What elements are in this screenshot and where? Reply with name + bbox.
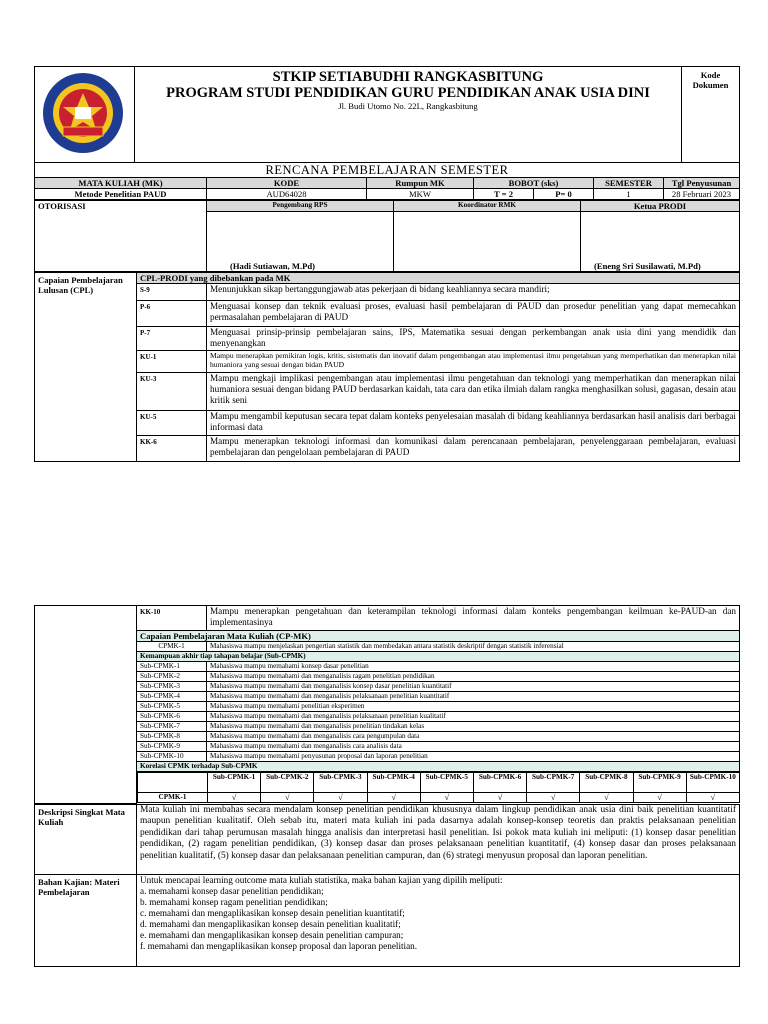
- check-icon: √: [580, 793, 633, 803]
- sub-cpmk-code: Sub-CPMK-4: [137, 692, 207, 702]
- korelasi-row-label: CPMK-1: [138, 793, 208, 803]
- korelasi-corner: [138, 773, 208, 793]
- bahan-item: d. memahami dan mengaplikasikan konsep desain penelitian kualitatif;: [140, 918, 401, 929]
- bahan-label: Bahan Kajian: Materi Pembelajaran: [35, 874, 137, 966]
- header-titles: [135, 67, 682, 163]
- bahan-item: e. memahami dan mengaplikasikan konsep desain penelitian campuran;: [140, 929, 404, 940]
- sub-cpmk-text: Mahasiswa mampu memahami dan menganalisis cara pengumpulan data: [207, 732, 740, 742]
- col-rumpun: Rumpun MK: [367, 178, 474, 189]
- deskripsi-text: Mata kuliah ini membahas secara mendalam konsep penelitian pendidikan khususnya dalam lingkup pendidikan anak usia dini baik penelitian kuantitatif maupun penelitian kualitatif. Oleh sebab itu, materi mata kuliah ini pada dasarnya adalah konsep-konsep teoretis dan praktis pelaksanaan penelitian pendidikan dari tahap perumusan masalah hingga analisis dan interpretasi hasil penelitian. Isi pokok mata kuliah ini meliputi: (1) konsep dasar penelitian pendidikan, (2) ragam penelitian pendidikan, (3) konsep dasar dan proses pelaksanaan penelitian kuantitatif, (4) konsep dasar dan proses pelaksanaan penelitian kualitatif, (5) konsep dasar dan pelaksanaan penelitian campuran, dan (6) strategi menyusun proposal dan laporan penelitian.: [137, 804, 740, 874]
- check-icon: √: [314, 793, 367, 803]
- check-icon: √: [208, 793, 261, 803]
- sub-cpmk-text: Mahasiswa mampu memahami penyusunan proposal dan laporan penelitian: [207, 752, 740, 762]
- ketua-name: (Eneng Sri Susilawati, M.Pd): [594, 261, 701, 271]
- bahan-item: f. memahami dan mengaplikasikan konsep proposal dan laporan penelitian.: [140, 940, 418, 951]
- cpl-text: Mampu mengkaji implikasi pengembangan atau implementasi ilmu pengetahuan dan teknologi yang memperhatikan dan menerapkan nilai humaniora sesuai dengan bidang PAUD berdasarkan kaidah, tata cara dan etika ilmiah dalam rangka menghasilkan solusi, gagasan, desain atau kritik seni: [207, 373, 740, 411]
- kk10-code: KK-10: [137, 606, 207, 631]
- bobot-t: T = 2: [474, 189, 534, 200]
- bahan-item: a. memahami konsep dasar penelitian pendidikan;: [140, 885, 324, 896]
- cpl-code: KU-3: [137, 373, 207, 411]
- pengembang-label: Pengembang RPS: [207, 201, 394, 212]
- sub-cpmk-code: Sub-CPMK-1: [137, 662, 207, 672]
- cpl-table: [34, 272, 740, 462]
- pengembang-signature: [207, 212, 394, 272]
- cpl-text: Menguasai prinsip-prinsip pembelajaran sains, IPS, Matematika sesuai dengan perkembangan anak usia dini yang mendidik dan menyenangkan: [207, 327, 740, 351]
- check-icon: √: [473, 793, 526, 803]
- koordinator-signature: [394, 212, 581, 272]
- sub-cpmk-text: Mahasiswa mampu memahami dan menganalisis penelitian tindakan kelas: [207, 722, 740, 732]
- rps-page-1: [34, 66, 739, 462]
- cpl-code: KU-1: [137, 351, 207, 373]
- doc-code-label: Kode Dokumen: [682, 67, 740, 163]
- korelasi-col: Sub-CPMK-3: [314, 773, 367, 793]
- sub-cpmk-code: Sub-CPMK-5: [137, 702, 207, 712]
- deskripsi-table: [34, 804, 740, 967]
- korelasi-col: Sub-CPMK-8: [580, 773, 633, 793]
- institution-name: STKIP SETIABUDHI RANGKASBITUNG: [272, 69, 544, 85]
- korelasi-col: Sub-CPMK-2: [261, 773, 314, 793]
- korelasi-header: Korelasi CPMK terhadap Sub-CPMK: [137, 762, 740, 772]
- cpl-text: Menunjukkan sikap bertanggungjawab atas pekerjaan di bidang keahliannya secara mandiri;: [207, 284, 740, 301]
- korelasi-col: Sub-CPMK-6: [473, 773, 526, 793]
- sub-cpmk-text: Mahasiswa mampu memahami dan menganalisis pelaksanaan penelitian kualitatif: [207, 712, 740, 722]
- stkip-logo-icon: [35, 67, 131, 157]
- korelasi-col: Sub-CPMK-7: [527, 773, 580, 793]
- header-table: [34, 66, 740, 177]
- cpmk-code: CPMK-1: [137, 642, 207, 652]
- sub-cpmk-text: Mahasiswa mampu memahami konsep dasar penelitian: [207, 662, 740, 672]
- cpl-code: P-6: [137, 301, 207, 327]
- bahan-item: b. memahami konsep ragam penelitian pendidikan;: [140, 896, 328, 907]
- sub-cpmk-code: Sub-CPMK-6: [137, 712, 207, 722]
- bahan-content: [137, 874, 740, 966]
- kk10-text: Mampu menerapkan pengetahuan dan keterampilan teknologi informasi dalam konteks pengembangan keilmuan ke-PAUD-an dan implementasinya: [207, 606, 740, 631]
- korelasi-table: [137, 772, 740, 803]
- col-mata-kuliah: MATA KULIAH (MK): [35, 178, 207, 189]
- course-rumpun: MKW: [367, 189, 474, 200]
- korelasi-col: Sub-CPMK-10: [686, 773, 739, 793]
- cpl-text: Menguasai konsep dan teknik evaluasi proses, evaluasi hasil pembelajaran di PAUD dan prosedur penelitian yang dapat memecahkan permasalahan pembelajaran di PAUD: [207, 301, 740, 327]
- cpmk-header: Capaian Pembelajaran Mata Kuliah (CP-MK): [137, 631, 740, 642]
- rps-page-2: [34, 605, 739, 967]
- cpl-subheader: CPL-PRODI yang dibebankan pada MK: [137, 273, 740, 284]
- bahan-intro: Untuk mencapai learning outcome mata kuliah statistika, maka bahan kajian yang dipilih meliputi:: [140, 874, 503, 885]
- cpl-text: Mampu menerapkan pemikiran logis, kritis, sistematis dan inovatif dalam pengembangan atau implementasi ilmu pengetahuan yang memperhatikan dan menerapkan nilai humaniora yang sesuai dengan bidan PAUD: [207, 351, 740, 373]
- check-icon: √: [686, 793, 739, 803]
- korelasi-col: Sub-CPMK-9: [633, 773, 686, 793]
- sub-cpmk-text: Mahasiswa mampu memahami dan menganalisis pelaksanaan penelitian kuantitatif: [207, 692, 740, 702]
- korelasi-col: Sub-CPMK-4: [367, 773, 420, 793]
- sub-cpmk-text: Mahasiswa mampu memahami dan menganalisis cara analisis data: [207, 742, 740, 752]
- sub-cpmk-code: Sub-CPMK-2: [137, 672, 207, 682]
- cpl-continuation-table: [34, 605, 740, 804]
- cpmk-text: Mahasiswa mampu menjelaskan pengertian statistik dan membedakan antara statistik deskriptif dengan statistik inferensial: [207, 642, 740, 652]
- cpl-code: P-7: [137, 327, 207, 351]
- col-semester: SEMESTER: [594, 178, 664, 189]
- col-bobot: BOBOT (sks): [474, 178, 594, 189]
- sub-cpmk-code: Sub-CPMK-10: [137, 752, 207, 762]
- korelasi-wrapper: [137, 772, 740, 804]
- course-code: AUD64028: [207, 189, 367, 200]
- doc-title: RENCANA PEMBELAJARAN SEMESTER: [35, 163, 740, 178]
- program-name: PROGRAM STUDI PENDIDIKAN GURU PENDIDIKAN ANAK USIA DINI: [166, 85, 650, 101]
- pengembang-name: (Hadi Sutiawan, M.Pd): [230, 261, 315, 271]
- koordinator-label: Koordinator RMK: [394, 201, 581, 212]
- cpl-text: Mampu mengambil keputusan secara tepat dalam konteks penyelesaian masalah di bidang keahliannya berdasarkan hasil analisis dari berbagai informasi data: [207, 411, 740, 436]
- otorisasi-label: OTORISASI: [35, 201, 207, 272]
- cpl-code: KK-6: [137, 436, 207, 462]
- course-name: Metode Penelitian PAUD: [35, 189, 207, 200]
- korelasi-col: Sub-CPMK-5: [420, 773, 473, 793]
- check-icon: √: [527, 793, 580, 803]
- sub-cpmk-code: Sub-CPMK-9: [137, 742, 207, 752]
- sub-cpmk-text: Mahasiswa mampu memahami dan menganalisis konsep dasar penelitian kuantitatif: [207, 682, 740, 692]
- course-date: 28 Februari 2023: [664, 189, 740, 200]
- check-icon: √: [261, 793, 314, 803]
- cpl-code: S-9: [137, 284, 207, 301]
- logo-cell: [35, 67, 135, 163]
- check-icon: √: [367, 793, 420, 803]
- institution-address: Jl. Budi Utomo No. 22L, Rangkasbitung: [338, 101, 478, 111]
- check-icon: √: [420, 793, 473, 803]
- cpl-label: Capaian Pembelajaran Lulusan (CPL): [35, 273, 137, 462]
- cpl-code: KU-5: [137, 411, 207, 436]
- col-tgl: Tgl Penyusunan: [664, 178, 740, 189]
- ketua-label: Ketua PRODI: [581, 201, 740, 212]
- sub-cpmk-code: Sub-CPMK-3: [137, 682, 207, 692]
- col-kode: KODE: [207, 178, 367, 189]
- sub-cpmk-text: Mahasiswa mampu memahami dan menganalisis ragam penelitian pendidikan: [207, 672, 740, 682]
- course-table: [34, 177, 740, 200]
- check-icon: √: [633, 793, 686, 803]
- korelasi-col: Sub-CPMK-1: [208, 773, 261, 793]
- sub-cpmk-code: Sub-CPMK-7: [137, 722, 207, 732]
- ketua-signature: [581, 212, 740, 272]
- sub-cpmk-code: Sub-CPMK-8: [137, 732, 207, 742]
- sub-cpmk-text: Mahasiswa mampu memahami penelitian eksperimen: [207, 702, 740, 712]
- cpl-left-spacer: [35, 606, 137, 804]
- sub-cpmk-header: Kemampuan akhir tiap tahapan belajar (Sub-CPMK): [137, 652, 740, 662]
- otorisasi-table: [34, 200, 740, 272]
- bahan-item: c. memahami dan mengaplikasikan konsep desain penelitian kuantitatif;: [140, 907, 405, 918]
- bobot-p: P= 0: [534, 189, 594, 200]
- deskripsi-label: Deskripsi Singkat Mata Kuliah: [35, 804, 137, 874]
- course-semester: 1: [594, 189, 664, 200]
- cpl-text: Mampu menerapkan teknologi informasi dan komunikasi dalam perencanaan pembelajaran, penyelenggaraan pembelajaran, evaluasi pembelajaran dan pengelolaan pembelajaran di PAUD: [207, 436, 740, 462]
